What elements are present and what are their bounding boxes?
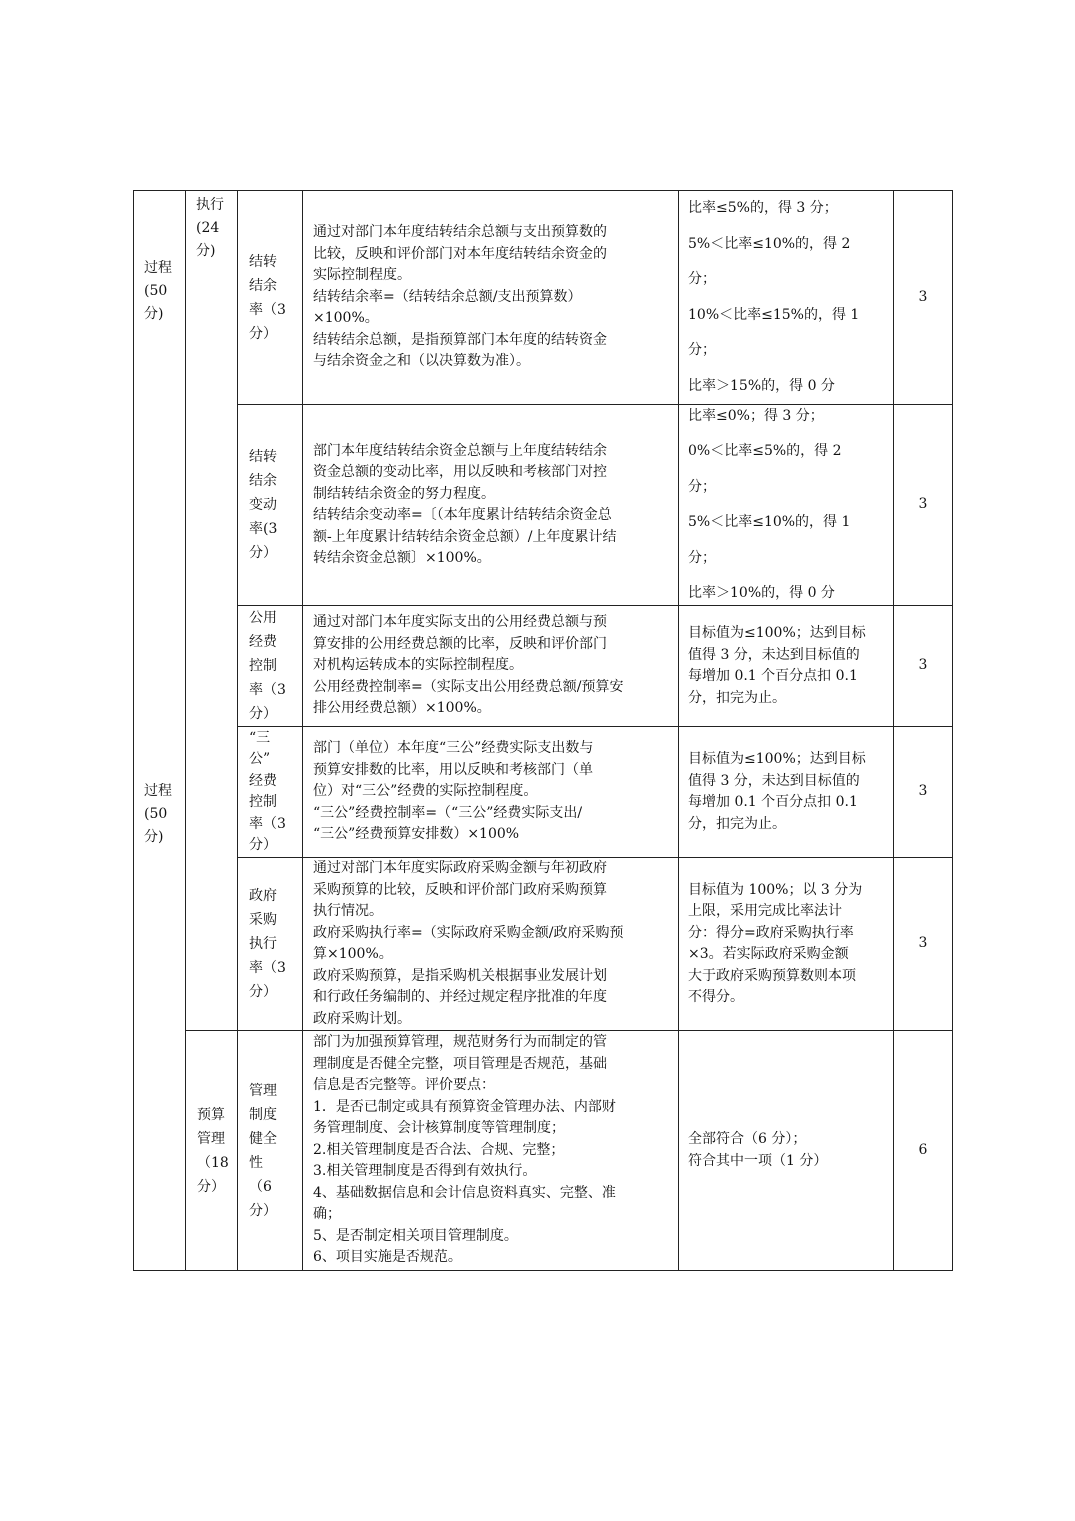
level1-cell (133, 190, 186, 1271)
indicator-label: 结转 结余 率（3 分） (249, 253, 286, 342)
criteria-cell (678, 726, 894, 858)
score-value: 3 (918, 783, 928, 800)
explanation-cell (302, 857, 679, 1031)
indicator-label: 结转 结余 变动 率(3 分） (249, 449, 278, 561)
score-value: 6 (918, 1141, 928, 1158)
score-value: 3 (918, 496, 928, 513)
indicator-cell (237, 404, 303, 606)
criteria-text: 目标值为≤100%；达到目标 值得 3 分，未达到目标值的 每增加 0.1 个百分点扣 0.1 分，扣完为止。 (688, 751, 866, 832)
score-cell (893, 605, 953, 727)
score-cell (893, 857, 953, 1031)
explanation-cell (302, 404, 679, 606)
explanation-cell (302, 726, 679, 858)
level1-label-top: 过程 (50 分) (144, 260, 172, 322)
criteria-cell (678, 605, 894, 727)
explanation-text: 通过对部门本年度结转结余总额与支出预算数的 比较，反映和评价部门对本年度结转结余资金的 实际控制程度。 结转结余率=（结转结余总额/支出预算数） ×100%。 结转结余总额，是指预算部门本年度的结转资金 与结余资金之和（以决算数为准）。 (313, 224, 607, 370)
score-cell (893, 726, 953, 858)
criteria-text: 目标值为 100%；以 3 分为 上限，采用完成比率法计 分：得分=政府采购执行率 ×3。若实际政府采购金额 大于政府采购预算数则本项 不得分。 (688, 881, 863, 1005)
indicator-cell (237, 605, 303, 727)
level2-cell-budget-management (185, 1030, 238, 1271)
score-value: 3 (918, 657, 928, 674)
explanation-text: 部门本年度结转结余资金总额与上年度结转结余 资金总额的变动比率，用以反映和考核部门对控 制结转结余资金的努力程度。 结转结余变动率=〔（本年度累计结转结余资金总 额-上年度累计结转结余资金总额）/上年度累计结 转结余资金总额〕×100%。 (313, 442, 617, 566)
indicator-label: 管理 制度 健全 性 （6 分） (249, 1082, 277, 1219)
explanation-text: 通过对部门本年度实际政府采购金额与年初政府 采购预算的比较，反映和评价部门政府采购预算 执行情况。 政府采购执行率=（实际政府采购金额/政府采购预 算×100%。 政府采购预算，是指采购机关根据事业发展计划 和行政任务编制的、并经过规定程序批准的年度 政府采购计划。 (313, 860, 624, 1027)
indicator-label: 政府 采购 执行 率（3 分） (249, 888, 286, 1000)
explanation-text: 部门为加强预算管理，规范财务行为而制定的管 理制度是否健全完整，项目管理是否规范，基础 信息是否完整等。评价要点： 1．是否已制定或具有预算资金管理办法、内部财 务管理制度、会计核算制度等管理制度； 2.相关管理制度是否合法、合规、完整； 3.相关管理制度是否得到有效执行。 4、基础数据信息和会计信息资料真实、完整、准 确； 5、是否制定相关项目管理制度。 6、项目实施是否规范。 (313, 1034, 616, 1266)
level2-label: 执行 (24 分) (196, 197, 224, 259)
criteria-cell (678, 190, 894, 405)
score-value: 3 (918, 288, 928, 305)
criteria-text: 目标值为≤100%；达到目标 值得 3 分，未达到目标值的 每增加 0.1 个百分点扣 0.1 分，扣完为止。 (688, 625, 866, 706)
criteria-cell (678, 1030, 894, 1271)
explanation-text: 通过对部门本年度实际支出的公用经费总额与预 算安排的公用经费总额的比率，反映和评价部门 对机构运转成本的实际控制程度。 公用经费控制率=（实际支出公用经费总额/预算安 排公用经费总额）×100%。 (313, 614, 624, 717)
score-cell (893, 190, 953, 405)
level1-label-mid: 过程 (50 分) (144, 783, 172, 845)
score-value: 3 (918, 935, 928, 952)
indicator-cell (237, 1030, 303, 1271)
indicator-cell (237, 190, 303, 405)
indicator-label: “三 公” 经费 控制 率（3 分） (249, 729, 286, 853)
criteria-text: 全部符合（6 分）； 符合其中一项（1 分） (688, 1131, 828, 1169)
score-cell (893, 404, 953, 606)
criteria-text: 比率≤0%；得 3 分； 0%＜比率≤5%的，得 2 分； 5%＜比率≤10%的，得 1 分； 比率＞10%的，得 0 分 (688, 407, 851, 601)
explanation-cell (302, 605, 679, 727)
level2-cell-execution (185, 190, 238, 1031)
indicator-cell (237, 726, 303, 858)
criteria-cell (678, 404, 894, 606)
criteria-cell (678, 857, 894, 1031)
indicator-label: 公用 经费 控制 率（3 分） (249, 610, 286, 722)
level2-label: 预算 管理 （18 分） (197, 1106, 229, 1195)
indicator-cell (237, 857, 303, 1031)
score-cell (893, 1030, 953, 1271)
explanation-text: 部门（单位）本年度“三公”经费实际支出数与 预算安排数的比率，用以反映和考核部门（单 位）对“三公”经费的实际控制程度。 “三公”经费控制率=（“三公”经费实际支出/ “三公”经费预算安排数）×100% (313, 740, 594, 843)
criteria-text: 比率≤5%的，得 3 分； 5%＜比率≤10%的，得 2 分； 10%＜比率≤15%的，得 1 分； 比率＞15%的，得 0 分 (688, 200, 860, 394)
explanation-cell (302, 190, 679, 405)
explanation-cell (302, 1030, 679, 1271)
